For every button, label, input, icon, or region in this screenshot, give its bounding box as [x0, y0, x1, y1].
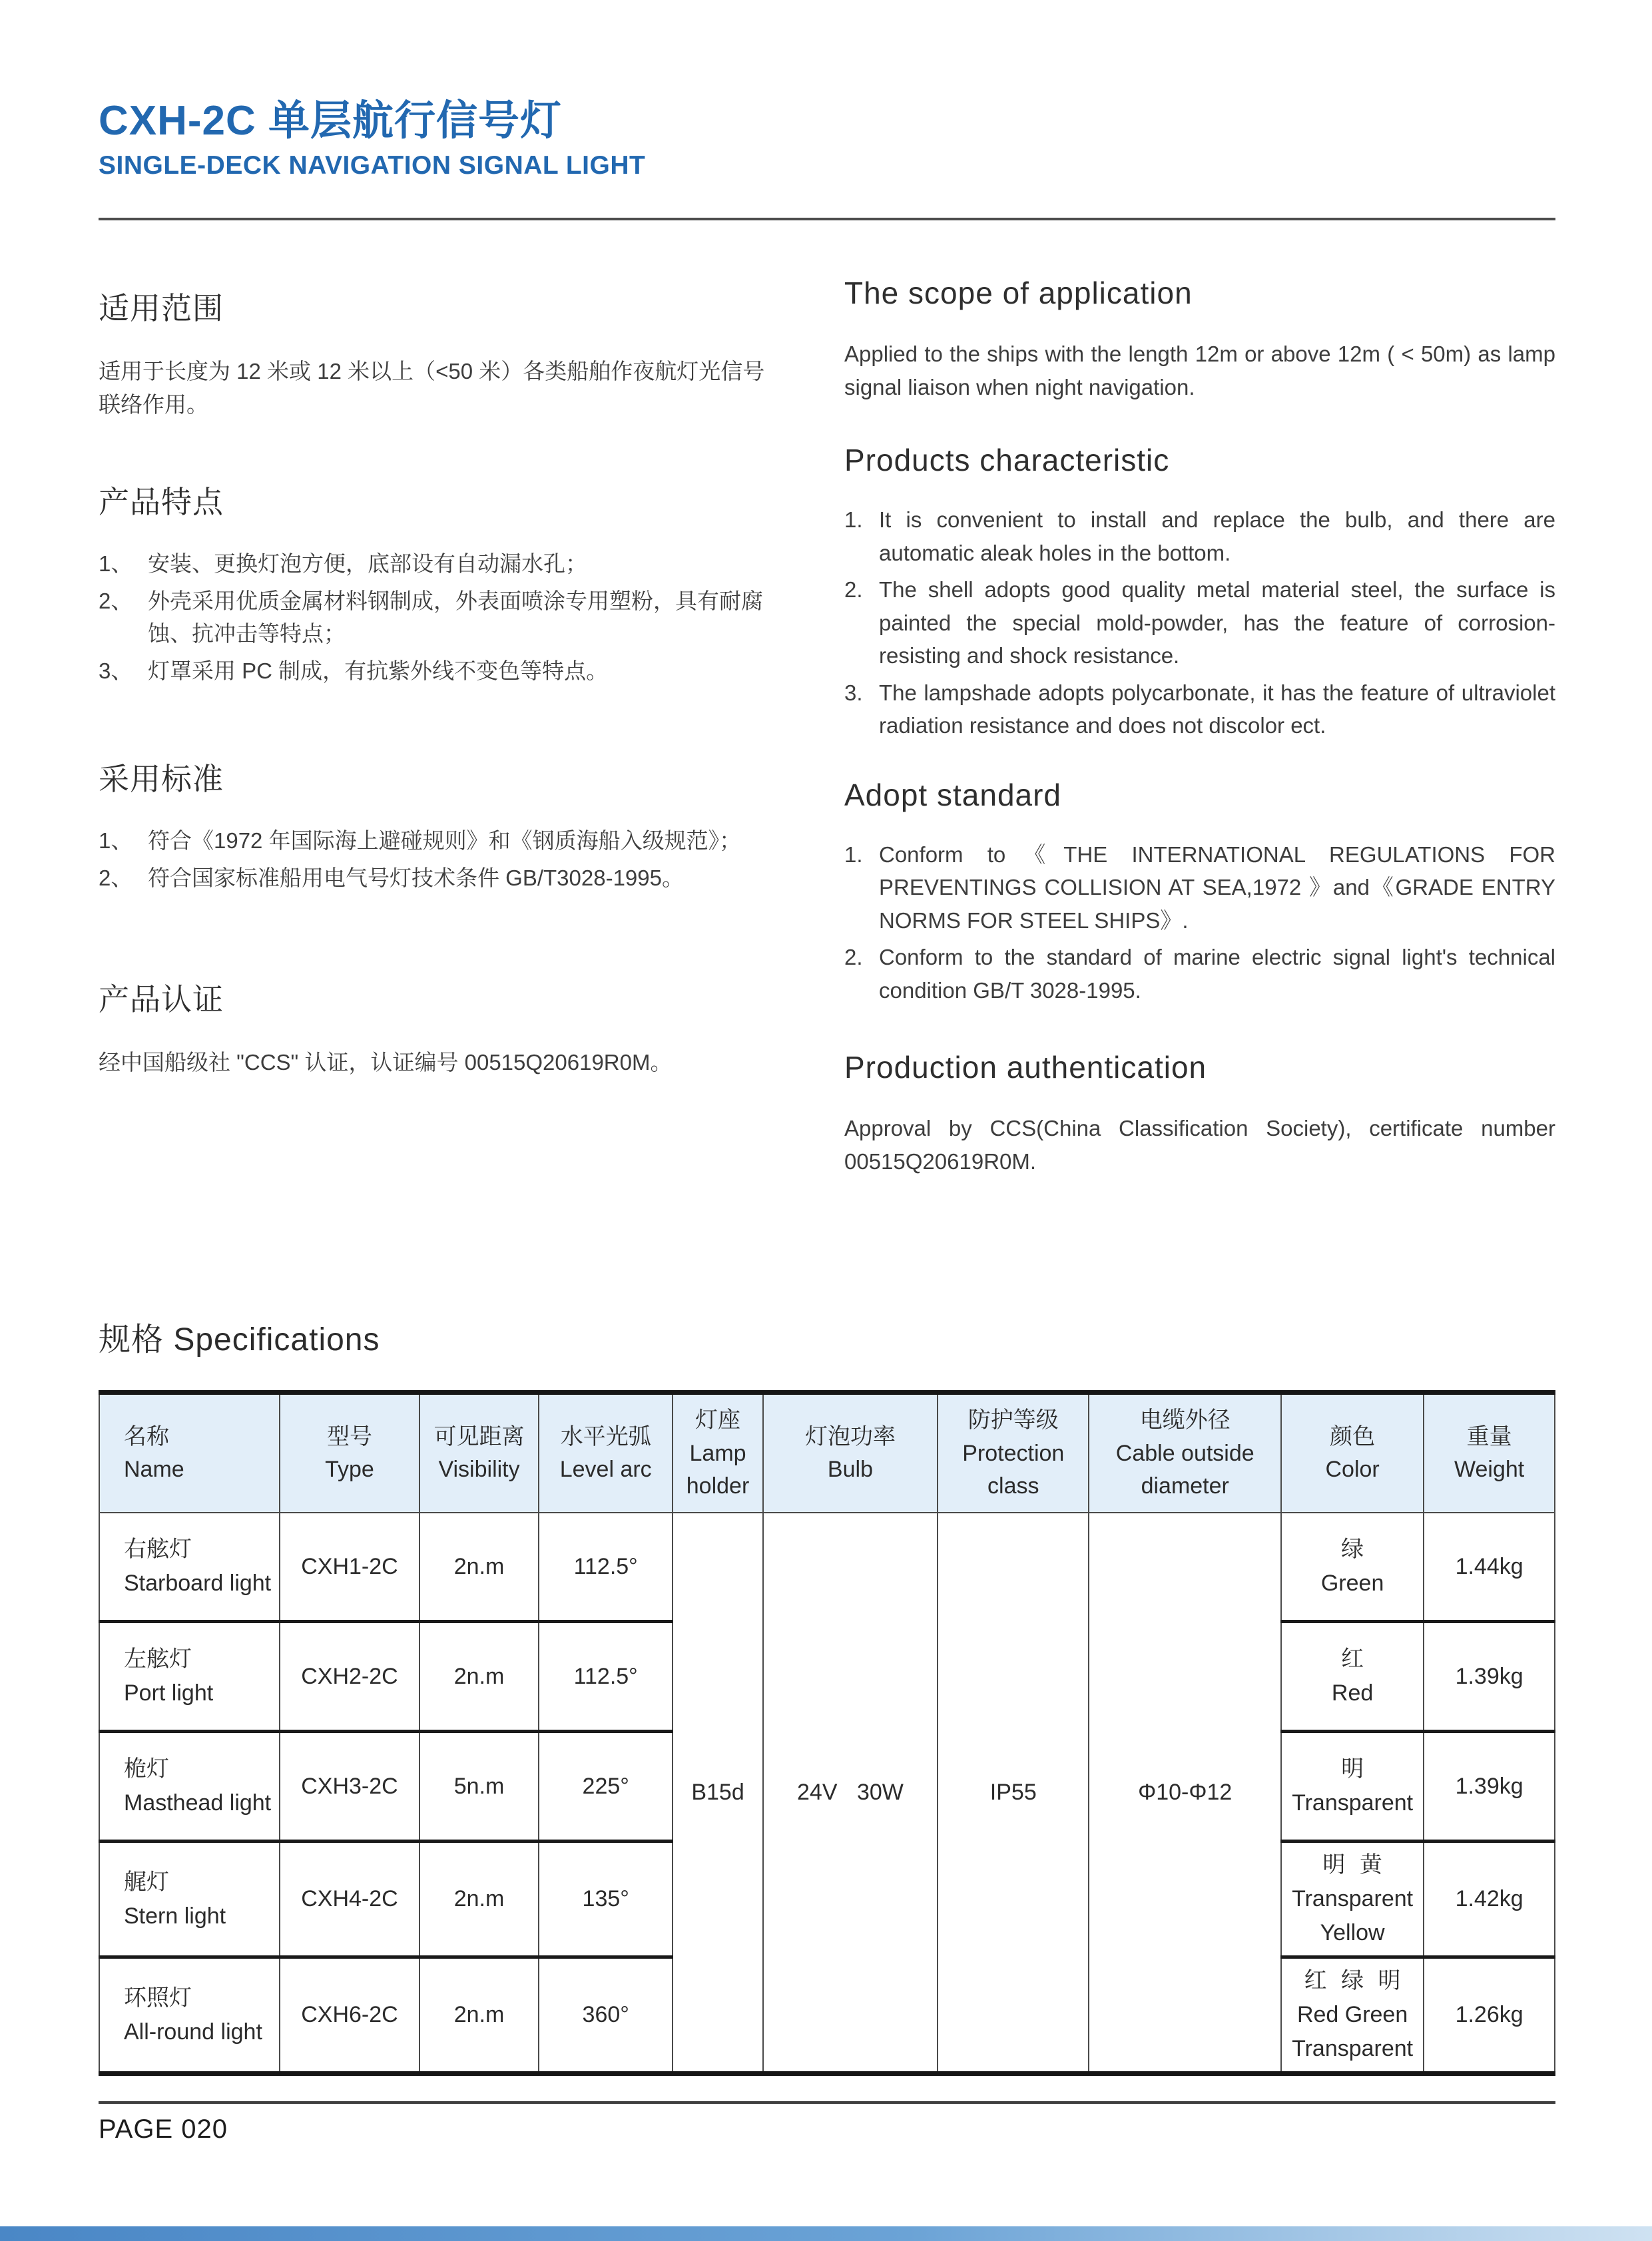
cell-type: CXH4-2C [280, 1842, 419, 1957]
color-zh: 明 黄 [1322, 1852, 1382, 1878]
name-en: Masthead light [124, 1790, 272, 1816]
cell-visibility: 2n.m [419, 1622, 539, 1732]
cell-color [1281, 1842, 1424, 1957]
cell-weight: 1.39kg [1424, 1622, 1555, 1732]
cell-name [99, 1957, 280, 2074]
cell-type: CXH2-2C [280, 1622, 419, 1732]
specifications-title: 规格 Specifications [99, 1322, 380, 1358]
name-zh: 左舷灯 [124, 1646, 192, 1672]
color-en: Red [1331, 1680, 1374, 1706]
header-zh: 重量 [1466, 1424, 1512, 1449]
numbered-list [844, 838, 1555, 1007]
cell-color [1281, 1622, 1424, 1732]
list-item [99, 547, 784, 581]
column-header-weight [1424, 1393, 1555, 1513]
column-header-bulb [763, 1393, 938, 1513]
page-header [99, 0, 1555, 180]
column-header-cable-diameter [1089, 1393, 1281, 1513]
cell-name [99, 1513, 280, 1622]
list-item [99, 585, 784, 650]
list-marker: 1、 [99, 828, 133, 854]
section-heading: The scope of application [844, 276, 1193, 311]
list-item [844, 503, 1555, 569]
name-en: Stern light [124, 1903, 226, 1929]
list-item [844, 676, 1555, 742]
column-header-color [1281, 1393, 1424, 1513]
page-number: PAGE 020 [99, 2115, 228, 2144]
table-row-starboard-light [99, 1513, 1555, 1622]
section-scope-zh [99, 284, 784, 421]
section-paragraph: 经中国船级社 "CCS" 认证，认证编号 00515Q20619R0M。 [99, 1050, 673, 1075]
name-en: All-round light [124, 2019, 262, 2045]
list-marker: 2、 [99, 588, 133, 613]
header-zh: 水平光弧 [560, 1424, 651, 1449]
header-en: Name [124, 1457, 184, 1483]
two-column-body [99, 276, 1555, 1178]
section-standard-en [844, 777, 1555, 1007]
section-certification-zh [99, 975, 784, 1079]
list-marker: 1. [844, 507, 863, 533]
section-heading: 产品认证 [99, 982, 224, 1017]
list-marker: 3、 [99, 658, 133, 683]
header-zh: 可见距离 [433, 1424, 525, 1449]
list-marker: 1、 [99, 551, 133, 577]
english-column [844, 275, 1555, 1178]
header-zh: 灯泡功率 [804, 1424, 896, 1449]
section-features-en [844, 442, 1555, 742]
chinese-column [99, 284, 784, 1178]
cell-level-arc: 112.5° [539, 1513, 673, 1622]
color-zh: 绿 [1341, 1537, 1364, 1563]
cell-type: CXH3-2C [280, 1732, 419, 1842]
header-zh: 灯座 [695, 1407, 741, 1433]
list-text: 灯罩采用 PC 制成，有抗紫外线不变色等特点。 [148, 658, 609, 683]
cell-color [1281, 1732, 1424, 1842]
list-marker: 2、 [99, 865, 133, 890]
section-heading: Products characteristic [844, 443, 1170, 478]
specifications-section [99, 1314, 1555, 2076]
list-text: 符合《1972 年国际海上避碰规则》和《钢质海船入级规范》； [148, 828, 742, 854]
section-paragraph: Applied to the ships with the length 12m or above 12m ( < 50m) as lamp signal liaison when night navigation. [844, 342, 1555, 399]
list-item [99, 654, 784, 688]
cell-weight: 1.42kg [1424, 1842, 1555, 1957]
numbered-list [99, 547, 784, 687]
cell-level-arc: 225° [539, 1732, 673, 1842]
column-header-protection-class [938, 1393, 1089, 1513]
cell-type: CXH6-2C [280, 1957, 419, 2074]
cell-name [99, 1732, 280, 1842]
section-heading: 采用标准 [99, 762, 224, 797]
header-en: Type [325, 1457, 374, 1483]
section-authentication-en [844, 1049, 1555, 1178]
page-footer [99, 2101, 1555, 2144]
column-header-level-arc [539, 1393, 673, 1513]
name-zh: 桅灯 [124, 1756, 169, 1782]
cell-visibility: 2n.m [419, 1513, 539, 1622]
header-en: Protection class [962, 1440, 1065, 1499]
cell-name [99, 1842, 280, 1957]
name-zh: 艉灯 [124, 1869, 169, 1895]
list-text: 外壳采用优质金属材料钢制成，外表面喷涂专用塑粉，具有耐腐蚀、抗冲击等特点； [148, 588, 763, 646]
specifications-table [99, 1390, 1555, 2076]
header-zh: 型号 [326, 1424, 372, 1449]
header-en: Weight [1454, 1457, 1525, 1483]
section-features-zh [99, 478, 784, 687]
page-title: CXH-2C 单层航行信号灯 [99, 98, 563, 144]
cell-weight: 1.39kg [1424, 1732, 1555, 1842]
list-marker: 3. [844, 680, 863, 705]
list-marker: 2. [844, 945, 863, 970]
color-en: Transparent [1292, 1790, 1414, 1816]
list-item [844, 573, 1555, 672]
list-item [844, 941, 1555, 1007]
header-zh: 名称 [124, 1424, 169, 1449]
section-heading: Production authentication [844, 1050, 1207, 1085]
cell-name [99, 1622, 280, 1732]
header-en: Color [1325, 1457, 1380, 1483]
header-zh: 电缆外径 [1139, 1407, 1231, 1433]
list-text: It is convenient to install and replace the bulb, and there are automatic aleak holes in the bottom. [879, 507, 1555, 565]
list-marker: 1. [844, 842, 863, 867]
section-heading: 适用范围 [99, 291, 224, 326]
list-text: Conform to《THE INTERNATIONAL REGULATIONS FOR PREVENTINGS COLLISION AT SEA,1972 》and《GRADE ENTRY NORMS FOR STEEL SHIPS》. [879, 842, 1555, 933]
list-item [844, 838, 1555, 937]
cell-visibility: 2n.m [419, 1842, 539, 1957]
list-text: The shell adopts good quality metal material steel, the surface is painted the special mold-powder, has the feature of corrosion-resisting and shock resistance. [879, 577, 1555, 668]
cell-level-arc: 360° [539, 1957, 673, 2074]
cell-lamp-holder-shared: B15d [673, 1513, 763, 2074]
list-text: 安装、更换灯泡方便，底部设有自动漏水孔； [148, 551, 587, 577]
column-header-lamp-holder [673, 1393, 763, 1513]
section-heading: 产品特点 [99, 485, 224, 520]
section-standard-zh [99, 755, 784, 894]
color-en: Transparent Yellow [1292, 1886, 1414, 1946]
numbered-list [844, 503, 1555, 742]
name-zh: 右舷灯 [124, 1537, 192, 1563]
column-header-visibility [419, 1393, 539, 1513]
list-item [99, 824, 784, 858]
cell-visibility: 2n.m [419, 1957, 539, 2074]
header-en: Visibility [438, 1457, 520, 1483]
cell-color [1281, 1513, 1424, 1622]
cell-protection-class-shared: IP55 [938, 1513, 1089, 2074]
header-divider [99, 218, 1555, 220]
name-en: Starboard light [124, 1571, 272, 1597]
header-en: Bulb [827, 1457, 873, 1483]
header-zh: 防护等级 [967, 1407, 1059, 1433]
cell-weight: 1.26kg [1424, 1957, 1555, 2074]
name-zh: 环照灯 [124, 1985, 192, 2011]
header-en: Cable outside diameter [1115, 1440, 1254, 1499]
list-marker: 2. [844, 577, 863, 603]
cell-weight: 1.44kg [1424, 1513, 1555, 1622]
color-en: Green [1320, 1571, 1384, 1597]
column-header-type [280, 1393, 419, 1513]
cell-color [1281, 1957, 1424, 2074]
color-zh: 红 [1341, 1646, 1364, 1672]
page-subtitle: SINGLE-DECK NAVIGATION SIGNAL LIGHT [99, 151, 646, 180]
section-scope-en [844, 275, 1555, 403]
column-header-name [99, 1393, 280, 1513]
cell-bulb-shared: 24V 30W [763, 1513, 938, 2074]
section-heading: Adopt standard [844, 777, 1062, 812]
name-en: Port light [124, 1680, 214, 1706]
color-zh: 红 绿 明 [1304, 1968, 1401, 1994]
cell-visibility: 5n.m [419, 1732, 539, 1842]
color-en: Red Green Transparent [1292, 2002, 1414, 2062]
table-header-row [99, 1393, 1555, 1513]
list-text: The lampshade adopts polycarbonate, it has the feature of ultraviolet radiation resistance and does not discolor ect. [879, 680, 1555, 738]
list-text: 符合国家标准船用电气号灯技术条件 GB/T3028-1995。 [148, 865, 684, 890]
header-zh: 颜色 [1330, 1424, 1376, 1449]
section-paragraph: Approval by CCS(China Classification Society), certificate number 00515Q20619R0M. [844, 1116, 1555, 1174]
cell-type: CXH1-2C [280, 1513, 419, 1622]
list-text: Conform to the standard of marine electric signal light's technical condition GB/T 3028-1995. [879, 945, 1555, 1003]
cell-level-arc: 112.5° [539, 1622, 673, 1732]
list-item [99, 862, 784, 895]
cell-cable-diameter-shared: Φ10-Φ12 [1089, 1513, 1281, 2074]
numbered-list [99, 824, 784, 894]
color-zh: 明 [1341, 1756, 1364, 1782]
header-en: Lamp holder [686, 1440, 750, 1499]
header-en: Level arc [559, 1457, 652, 1483]
section-paragraph: 适用于长度为 12 米或 12 米以上（<50 米）各类船舶作夜航灯光信号联络作用。 [99, 359, 765, 417]
bottom-accent-bar [0, 2226, 1652, 2241]
cell-level-arc: 135° [539, 1842, 673, 1957]
